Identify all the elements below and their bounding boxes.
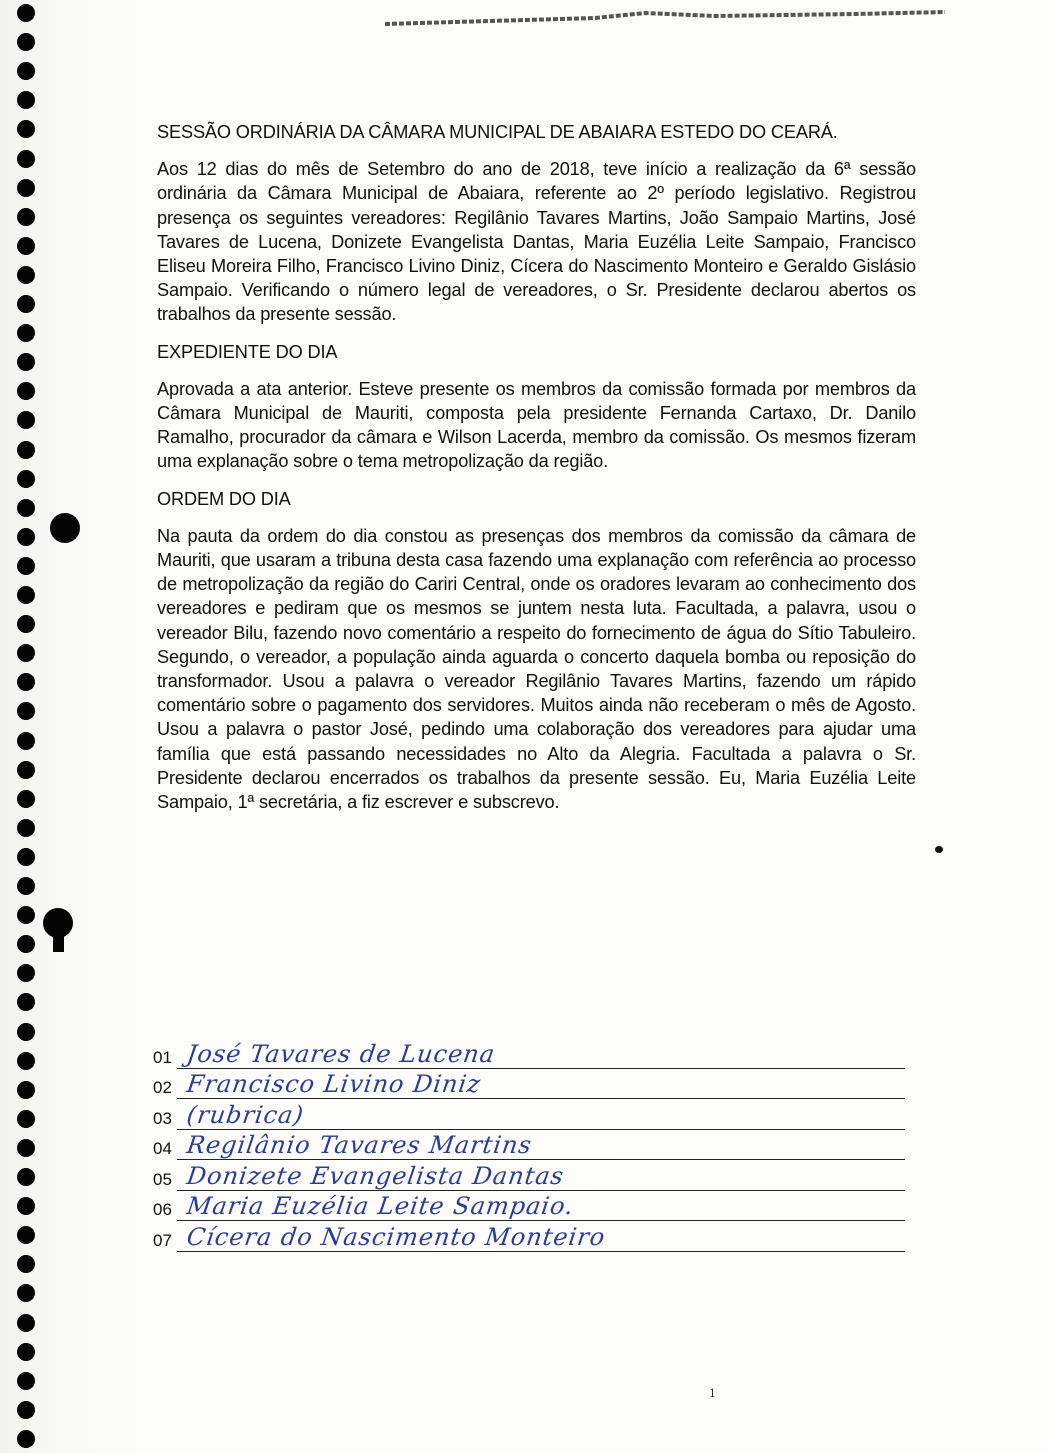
signature-handwriting: (rubrica)	[185, 1100, 306, 1129]
binder-hole	[17, 1023, 35, 1041]
binder-hole	[17, 1226, 35, 1244]
signature-handwriting: Regilânio Tavares Martins	[185, 1131, 534, 1159]
binder-hole	[17, 4, 35, 22]
binder-hole	[17, 761, 35, 779]
signature-handwriting: Donizete Evangelista Dantas	[185, 1161, 567, 1190]
binder-hole	[17, 586, 35, 604]
binder-hole	[17, 266, 35, 284]
binder-hole	[17, 993, 35, 1011]
binder-hole	[17, 33, 35, 51]
binder-hole	[17, 324, 35, 342]
staple-marks	[385, 10, 945, 26]
binder-hole	[17, 470, 35, 488]
signature-number: 03	[153, 1108, 172, 1128]
signature-number: 07	[153, 1230, 172, 1250]
section-heading-ordem: ORDEM DO DIA	[157, 488, 291, 509]
binder-hole	[17, 848, 35, 866]
signature-row	[153, 1102, 905, 1133]
binder-hole	[17, 237, 35, 255]
binder-hole	[17, 382, 35, 400]
binder-hole	[17, 1284, 35, 1302]
binder-hole	[17, 1314, 35, 1332]
signature-handwriting: Cícera do Nascimento Monteiro	[185, 1222, 608, 1251]
binder-hole	[17, 150, 35, 168]
signature-handwriting: Maria Euzélia Leite Sampaio.	[185, 1192, 576, 1220]
binder-hole	[17, 120, 35, 138]
binder-hole	[17, 295, 35, 313]
signature-row	[153, 1133, 905, 1164]
section-body-expediente: Aprovada a ata anterior. Esteve presente os membros da comissão formada por membros da Câmara Municipal de Mauriti, composta pela presidente Fernanda Cartaxo, Dr. Danilo Ramalho, procurador da câmara e Wilson Lacerda, membro da comissão. Os mesmos fizeram uma explanação sobre o tema metropolização da região.	[157, 378, 916, 472]
binder-hole	[17, 1110, 35, 1128]
document-title: SESSÃO ORDINÁRIA DA CÂMARA MUNICIPAL DE ABAIARA ESTEDO DO CEARÁ.	[157, 122, 838, 142]
signature-row	[153, 1194, 905, 1225]
binder-hole	[17, 935, 35, 953]
binder-hole	[17, 964, 35, 982]
binder-hole	[17, 819, 35, 837]
signature-number: 05	[153, 1169, 172, 1189]
binder-hole	[17, 62, 35, 80]
section-heading-expediente: EXPEDIENTE DO DIA	[157, 341, 338, 362]
binder-hole	[17, 411, 35, 429]
signature-handwriting: José Tavares de Lucena	[185, 1039, 498, 1068]
punch-hole-large	[50, 513, 80, 543]
signature-line	[177, 1159, 905, 1160]
binder-hole	[17, 499, 35, 517]
binder-hole	[17, 1401, 35, 1419]
binder-hole	[17, 1081, 35, 1099]
binder-hole	[17, 1139, 35, 1157]
binder-hole	[17, 1168, 35, 1186]
signature-handwriting: Francisco Livino Diniz	[185, 1070, 483, 1098]
binder-hole	[17, 1255, 35, 1273]
signature-row	[153, 1163, 905, 1194]
binder-hole	[17, 441, 35, 459]
binder-holes	[0, 0, 60, 1453]
binder-hole	[17, 877, 35, 895]
binder-hole	[17, 1052, 35, 1070]
signature-number: 01	[153, 1047, 172, 1067]
binder-hole	[17, 702, 35, 720]
signature-number: 04	[153, 1139, 172, 1158]
signature-row	[153, 1224, 905, 1255]
page-mark: 1	[709, 1387, 716, 1400]
signature-row	[153, 1072, 905, 1103]
binder-hole	[17, 528, 35, 546]
binder-hole	[17, 790, 35, 808]
binder-hole	[17, 557, 35, 575]
minutes-document	[157, 120, 916, 827]
signature-line	[177, 1098, 905, 1099]
opening-paragraph: Aos 12 dias do mês de Setembro do ano de 2018, teve início a realização da 6ª sessão ordinária da Câmara Municipal de Abaiara, referente ao 2º período legislativo. Registrou presença os seguintes vereadores: Regilânio Tavares Martins, João Sampaio Martins, José Tavares de Lucena, Donizete Evangelista Dantas, Maria Euzélia Leite Sampaio, Francisco Eliseu Moreira Filho, Francisco Livino Diniz, Cícera do Nascimento Monteiro e Geraldo Gislásio Sampaio. Verificando o número legal de vereadores, o Sr. Presidente declarou abertos os trabalhos da presente sessão.	[157, 159, 916, 325]
signature-number: 02	[153, 1078, 172, 1097]
binder-hole	[17, 906, 35, 924]
binder-hole	[17, 644, 35, 662]
signature-list	[153, 1041, 905, 1255]
binder-hole	[17, 1343, 35, 1361]
binder-hole	[17, 1430, 35, 1448]
binder-hole	[17, 615, 35, 633]
binder-hole	[17, 91, 35, 109]
binder-hole	[17, 1372, 35, 1390]
binder-hole	[17, 732, 35, 750]
binder-hole	[17, 1197, 35, 1215]
binder-hole	[17, 179, 35, 197]
stray-dot	[935, 846, 943, 853]
binder-hole	[17, 353, 35, 371]
signature-line	[177, 1220, 905, 1221]
binder-hole	[17, 673, 35, 691]
signature-row	[153, 1041, 905, 1072]
signature-number: 06	[153, 1200, 172, 1219]
section-body-ordem: Na pauta da ordem do dia constou as presenças dos membros da comissão da câmara de Mauriti, que usaram a tribuna desta casa fazendo uma explanação com referência ao processo de metropolização da região do Cariri Central, onde os oradores levaram ao conhecimento dos vereadores e pediram que os mesmos se juntem nesta luta. Facultada, a palavra, usou o vereador Bilu, fazendo novo comentário a respeito do fornecimento de água do Sítio Tabuleiro. Segundo, o vereador, a população ainda aguarda o concerto daquela bomba ou reposição do transformador. Usou a palavra o vereador Regilânio Tavares Martins, fazendo um rápido comentário sobre o pagamento dos servidores. Muitos ainda não receberam o mês de Agosto. Usou a palavra o pastor José, pedindo uma colaboração dos vereadores para ajudar uma família que está passando necessidades no Alto da Alegria. Facultada a palavra o Sr. Presidente declarou encerrados os trabalhos da presente sessão. Eu, Maria Euzélia Leite Sampaio, 1ª secretária, a fiz escrever e subscrevo.	[157, 525, 916, 813]
binder-hole	[17, 208, 35, 226]
punch-hole-tail	[53, 930, 64, 952]
